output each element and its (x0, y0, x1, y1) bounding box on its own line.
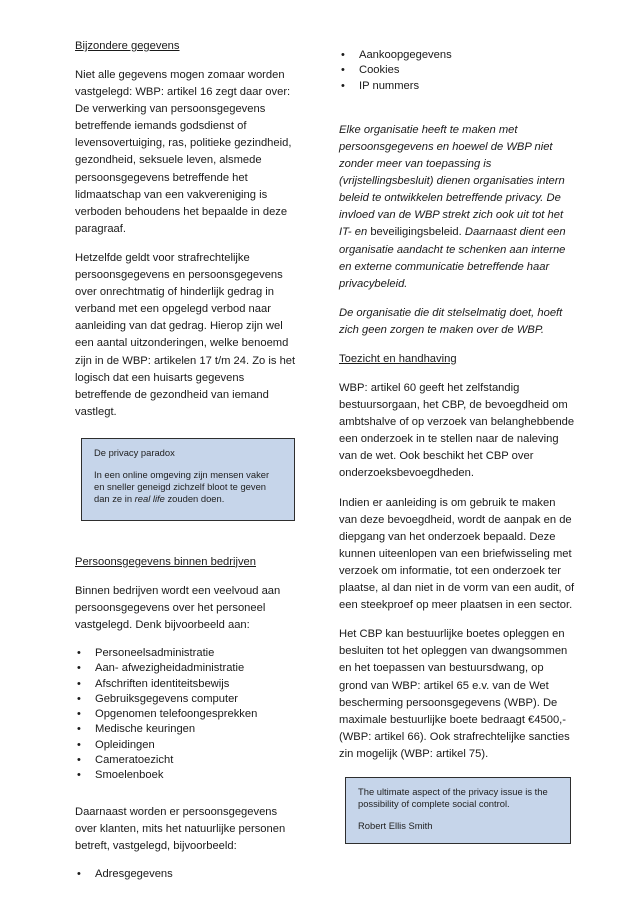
employee-data-list (75, 646, 301, 784)
box-title: De privacy paradox (94, 446, 175, 458)
list-item: • Opgenomen telefoongesprekken (75, 707, 301, 722)
list-item: • Opleidingen (75, 738, 301, 753)
list-item: • IP nummers (339, 79, 575, 94)
list-item: • Aankoopgegevens (339, 48, 575, 63)
list-item: • Cameratoezicht (75, 753, 301, 768)
list-item: • Gebruiksgegevens computer (75, 692, 301, 707)
list-item: • Medische keuringen (75, 722, 301, 737)
quote-box (345, 777, 571, 844)
section-heading-toezicht-en-handhaving: Toezicht en handhaving (339, 353, 457, 366)
list-item: • Aan- afwezigheidadministratie (75, 661, 301, 676)
list-item: • Smoelenboek (75, 768, 301, 783)
customer-data-list (75, 867, 301, 882)
section-heading-bijzondere-gegevens: Bijzondere gegevens (75, 40, 180, 52)
paragraph: Hetzelfde geldt voor strafrechtelijke persoonsgegevens en persoonsgegevens over onrechtmatig of hinderlijk gedrag in verband met een opgelegd verbod naar aanleiding van dat gedrag. Hierop zijn wel een aantal uitzonderingen, welke benoemd zijn in de WBP: artikelen 17 t/m 24. Zo is het logisch dat een huisarts gegevens betreffende de gezondheid van iemand vastlegt. (75, 251, 296, 418)
left-column (75, 38, 301, 896)
paragraph: Binnen bedrijven wordt een veelvoud aan persoonsgegevens over het personeel vastgelegd. Denk bijvoorbeeld aan: (75, 584, 281, 631)
paragraph: Het CBP kan bestuurlijke boetes opleggen en besluiten tot het opleggen van dwangsommen en het toepassen van bestuursdwang, op grond van WBP: artikel 65 e.v. van de Wet bescherming persoonsgegevens (WBP). De maximale bestuurlijke boete bedraagt €4500,- (WBP: artikel 66). Ook strafrechtelijke sancties zin mogelijk (WBP: artikel 75). (339, 628, 570, 760)
paragraph-italic: De organisatie die dit stelselmatig doet, hoeft zich geen zorgen te maken over de WBP. (339, 306, 563, 336)
list-item: • Adresgegevens (75, 867, 301, 882)
list-item: • Afschriften identiteitsbewijs (75, 677, 301, 692)
paragraph-italic: Elke organisatie heeft te maken met persoonsgegevens en hoewel de WBP niet zonder meer van toepassing is (vrijstellingsbesluit) dienen organisaties intern beleid te ontwikkelen betreffende privacy. De invloed van de WBP strekt zich ook uit tot het IT- en beveiligingsbeleid. Daarnaast dient een organisatie aandacht te schenken aan interne en externe communicatie betreffende haar privacybeleid. (339, 123, 566, 290)
paragraph: WBP: artikel 60 geeft het zelfstandig bestuursorgaan, het CBP, de bevoegdheid om ambtshalve of op verzoek van belanghebbende een onderzoek in te stellen naar de naleving van de wet. Ook beschikt het CBP over onderzoeksbevoegdheden. (339, 382, 575, 480)
quote-author: Robert Ellis Smith (358, 820, 433, 832)
box-body: In een online omgeving zijn mensen vaker en sneller geneigd zichzelf bloot te geven dan ze in real life zouden doen. (94, 469, 270, 505)
list-item: • Personeelsadministratie (75, 646, 301, 661)
list-item: • Cookies (339, 63, 575, 78)
privacy-paradox-box (81, 438, 295, 521)
quote-text: The ultimate aspect of the privacy issue is the possibility of complete social control. (358, 785, 548, 810)
paragraph: Niet alle gegevens mogen zomaar worden vastgelegd: WBP: artikel 16 zegt daar over: De verwerking van persoonsgegevens betreffende iemands godsdienst of levensovertuiging, ras, politieke gezindheid, gezondheid, seksuele leven, alsmede persoonsgegevens betreffende het lidmaatschap van een vakvereniging is verboden behoudens het bepaalde in deze paragraaf. (75, 69, 292, 235)
right-column (339, 48, 575, 844)
box-body-italic: real life (134, 493, 165, 505)
section-heading-persoonsgegevens-binnen-bedrijven: Persoonsgegevens binnen bedrijven (75, 555, 256, 568)
customer-data-list-continued (339, 48, 575, 94)
paragraph: Indien er aanleiding is om gebruik te maken van deze bevoegdheid, wordt de aanpak en de diepgang van het onderzoek bepaald. Deze kunnen uiteenlopen van een briefwisseling met verzoek om informatie, tot een onderzoek ter plaatse, al dan niet in de vorm van een audit, of een steekproef op meer plaatsen in een sector. (339, 496, 575, 612)
paragraph: Daarnaast worden er persoonsgegevens over klanten, mits het natuurlijke personen betreft, vastgelegd, bijvoorbeeld: (75, 805, 286, 852)
